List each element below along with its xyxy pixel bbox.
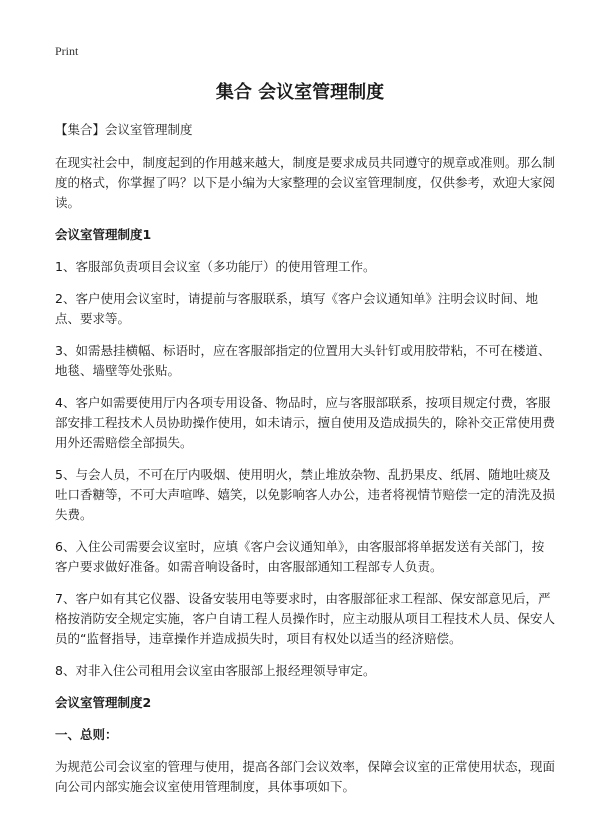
section1-item-5: 5、与会人员，不可在厅内吸烟、使用明火，禁止堆放杂物、乱扔果皮、纸屑、随地吐痰及吐口香糖等，不可大声喧哗、嬉笑，以免影响客人办公，违者将视情节赔偿一定的清洗及损失费。 [55, 467, 556, 522]
section2-subheading: 一、总则： [55, 727, 118, 742]
section1-item-3: 3、如需悬挂横幅、标语时，应在客服部指定的位置用大头针钉或用胶带粘，不可在楼道、地毯、墙壁等处张贴。 [55, 343, 551, 378]
page-title: 集合 会议室管理制度 [215, 82, 385, 103]
print-label: Print [55, 44, 79, 58]
document-body [55, 120, 555, 809]
section2-paragraph: 为规范公司会议室的管理与使用，提高各部门会议效率，保障会议室的正常使用状态，现面向公司内部实施会议室使用管理制度，具体事项如下。 [55, 759, 556, 794]
section1-item-7: 7、客户如有其它仪器、设备安装用电等要求时，由客服部征求工程部、保安部意见后，严格按消防安全规定实施，客户自请工程人员操作时，应主动服从项目工程技术人员、保安人员的“监督指导，违章操作并造成损失时，项目有权处以适当的经济赔偿。 [55, 591, 556, 646]
section1-item-1: 1、客服部负责项目会议室（多功能厅）的使用管理工作。 [55, 259, 376, 274]
section1-item-2: 2、客户使用会议室时，请提前与客服联系，填写《客户会议通知单》注明会议时间、地点、要求等。 [55, 291, 538, 326]
section1-item-8: 8、对非入住公司租用会议室由客服部上报经理领导审定。 [55, 663, 376, 678]
section1-item-6: 6、入住公司需要会议室时，应填《客户会议通知单》，由客服部将单据发送有关部门，按客户要求做好准备。如需音响设备时，由客服部通知工程部专人负责。 [55, 539, 545, 574]
section1-item-4: 4、客户如需要使用厅内各项专用设备、物品时，应与客服部联系，按项目规定付费，客服部安排工程技术人员协助操作使用，如未请示，擅自使用及造成损失的，除补交正常使用费用外还需赔偿全部损失。 [55, 395, 556, 450]
section2-heading: 会议室管理制度2 [55, 695, 152, 710]
intro-paragraph: 在现实社会中，制度起到的作用越来越大，制度是要求成员共同遵守的规章或准则。那么制度的格式，你掌握了吗？以下是小编为大家整理的会议室管理制度，仅供参考，欢迎大家阅读。 [55, 155, 556, 210]
intro-tag: 【集合】会议室管理制度 [55, 122, 193, 137]
section1-heading: 会议室管理制度1 [55, 227, 152, 242]
